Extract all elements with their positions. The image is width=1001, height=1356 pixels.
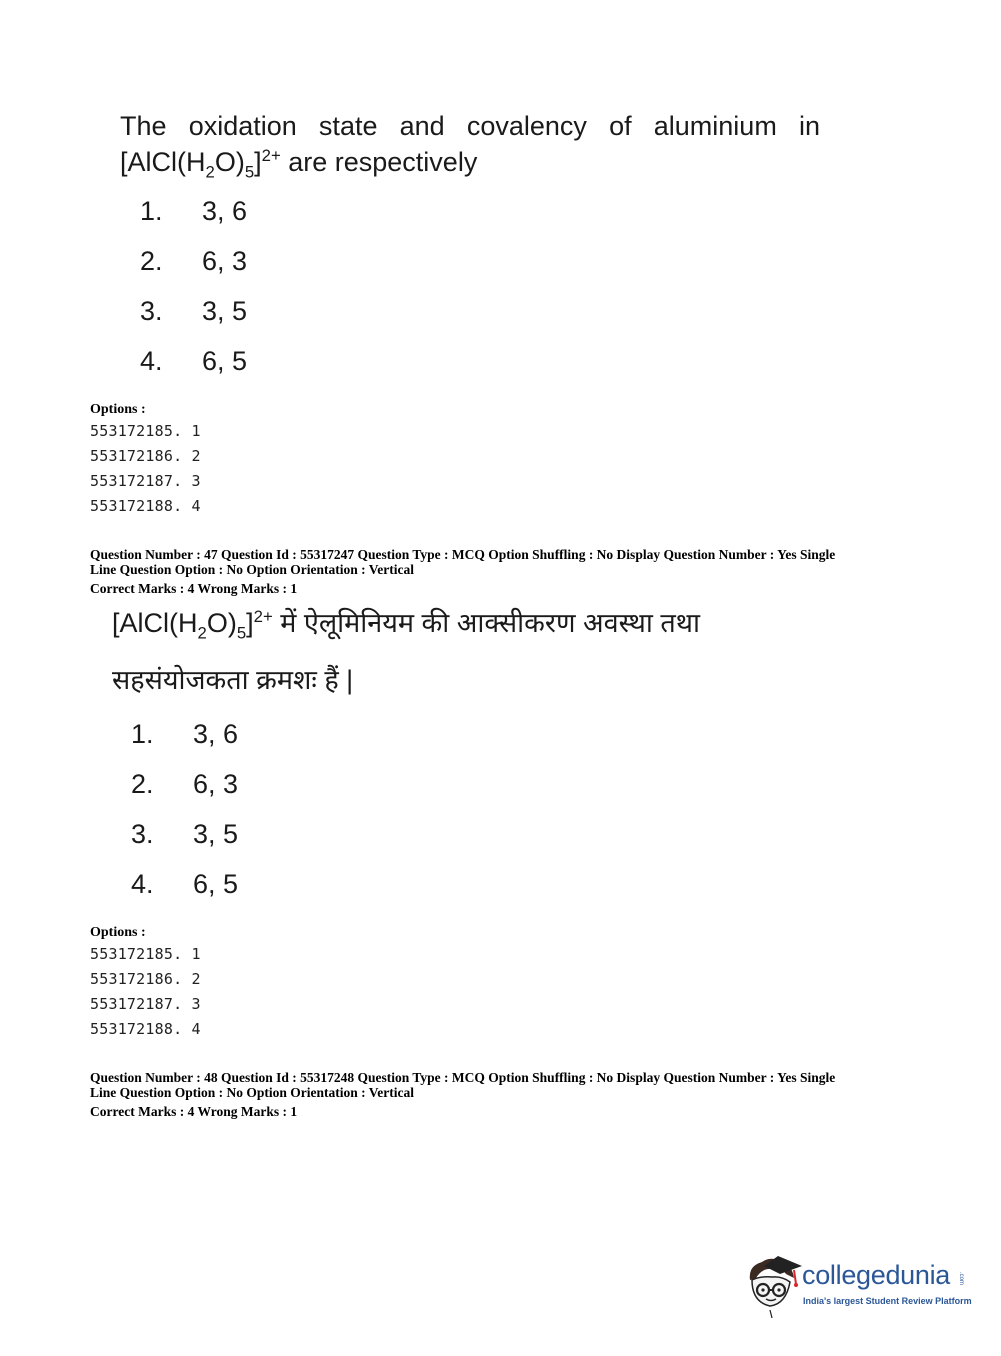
- question-46-english: [120, 108, 820, 180]
- choice-item: 1. 3, 6: [140, 196, 248, 226]
- option-id: 553172188. 4: [90, 1020, 201, 1038]
- options-label: Options :: [90, 925, 146, 940]
- student-mascot-icon: [742, 1252, 802, 1322]
- brand-tagline: India's largest Student Review Platform: [803, 1296, 972, 1306]
- question-stem-hindi-line-2: सहसंयोजकता क्रमशः हैं |: [112, 665, 354, 695]
- option-id: 553172186. 2: [90, 970, 201, 988]
- stem-line-1: The oxidation state and covalency of aluminium in: [120, 111, 820, 141]
- choice-item: 2. 6, 3: [140, 246, 248, 276]
- choice-item: 3. 3, 5: [131, 819, 239, 849]
- option-id: 553172185. 1: [90, 422, 201, 440]
- brand-domain: .com: [958, 1272, 964, 1286]
- option-id: 553172187. 3: [90, 995, 201, 1013]
- marks-info-47: Correct Marks : 4 Wrong Marks : 1: [90, 581, 298, 596]
- option-id: 553172188. 4: [90, 497, 201, 515]
- choice-item: 4. 6, 5: [140, 346, 248, 376]
- brand-name: collegedunia: [802, 1260, 951, 1290]
- stem-line-2: $[AlCl(H_2O)_5]^{2+}$ are respectively: [120, 146, 478, 182]
- choice-item: 2. 6, 3: [131, 769, 239, 799]
- collegedunia-logo: [742, 1252, 972, 1322]
- question-meta-47: Question Number : 47 Question Id : 55317247 Question Type : MCQ Option Shuffling : No Display Question Number : Yes Single Line Question Option : No Option Orientation : Vertical: [90, 547, 836, 577]
- option-id: 553172185. 1: [90, 945, 201, 963]
- question-stem: [120, 108, 820, 180]
- question-stem-hindi-line-1: $[AlCl(H_2O)_5]^{2+}$ में ऐलूमिनियम की आक्सीकरण अवस्था तथा: [112, 607, 700, 643]
- choice-item: 4. 6, 5: [131, 869, 239, 899]
- option-id: 553172187. 3: [90, 472, 201, 490]
- option-id: 553172186. 2: [90, 447, 201, 465]
- marks-info-48: Correct Marks : 4 Wrong Marks : 1: [90, 1104, 298, 1119]
- options-label: Options :: [90, 402, 146, 417]
- question-meta-48: Question Number : 48 Question Id : 55317248 Question Type : MCQ Option Shuffling : No Display Question Number : Yes Single Line Question Option : No Option Orientation : Vertical: [90, 1070, 836, 1100]
- choice-item: 3. 3, 5: [140, 296, 248, 326]
- choice-item: 1. 3, 6: [131, 719, 239, 749]
